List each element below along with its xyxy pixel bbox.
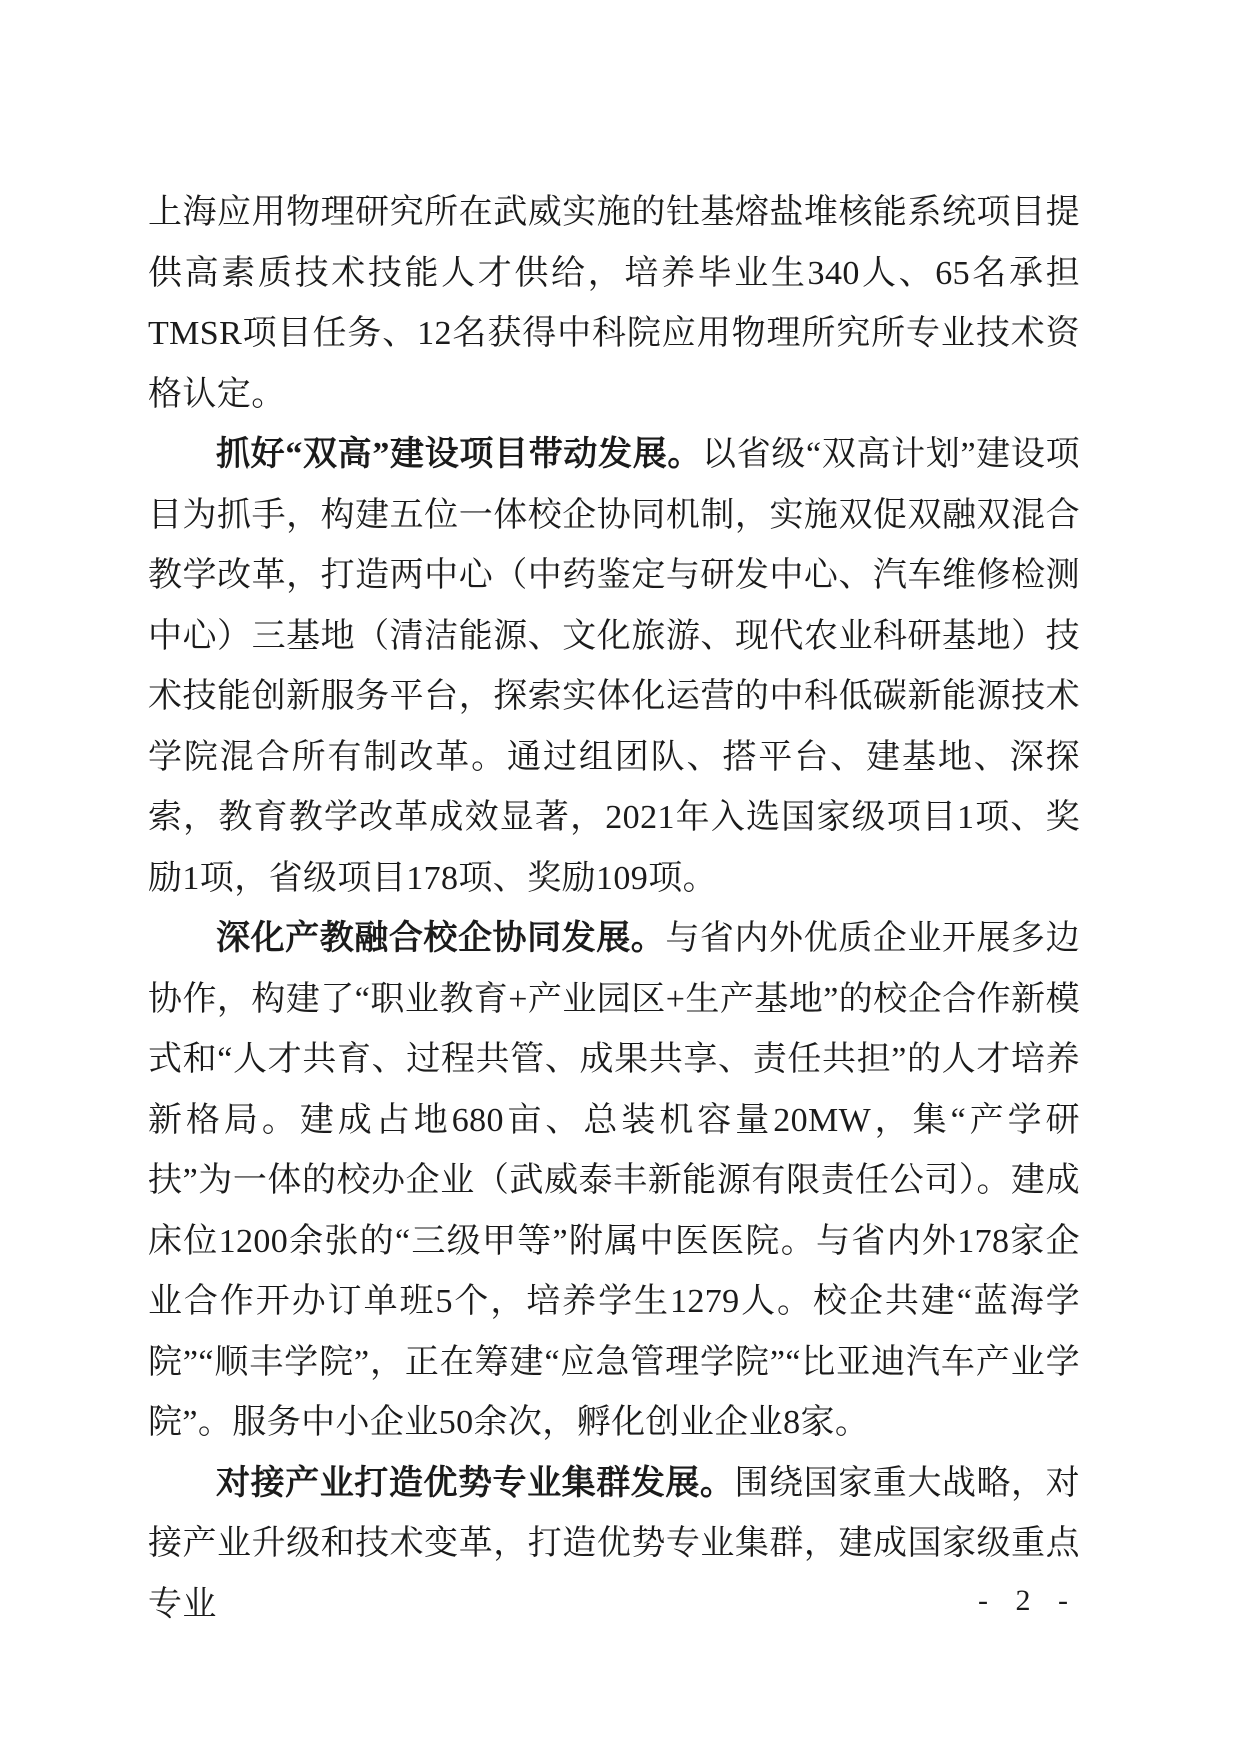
document-body [148,183,1080,1635]
paragraph-lead: 抓好“双高”建设项目带动发展。 [216,436,703,473]
paragraph [148,183,1080,425]
paragraph-text: 以省级“双高计划”建设项目为抓手，构建五位一体校企协同机制，实施双促双融双混合教学改革，打造两中心（中药鉴定与研发中心、汽车维修检测中心）三基地（清洁能源、文化旅游、现代农业科研基地）技术技能创新服务平台，探索实体化运营的中科低碳新能源技术学院混合所有制改革。通过组团队、搭平台、建基地、深探索，教育教学改革成效显著，2021年入选国家级项目1项、奖励1项，省级项目178项、奖励109项。 [148,436,1080,897]
paragraph [148,909,1080,1454]
page-number: - 2 - [978,1584,1078,1617]
paragraph-text: 上海应用物理研究所在武威实施的钍基熔盐堆核能系统项目提供高素质技术技能人才供给，培养毕业生340人、65名承担TMSR项目任务、12名获得中科院应用物理所究所专业技术资格认定。 [148,194,1080,413]
paragraph-lead: 对接产业打造优势专业集群发展。 [216,1464,735,1502]
paragraph-lead: 深化产教融合校企协同发展。 [216,920,666,957]
paragraph [148,1454,1080,1636]
paragraph [148,425,1080,909]
paragraph-text: 与省内外优质企业开展多边协作，构建了“职业教育+产业园区+生产基地”的校企合作新模式和“人才共育、过程共管、成果共享、责任共担”的人才培养新格局。建成占地680亩、总装机容量20MW，集“产学研扶”为一体的校办企业（武威泰丰新能源有限责任公司）。建成床位1200余张的“三级甲等”附属中医医院。与省内外178家企业合作开办订单班5个，培养学生1279人。校企共建“蓝海学院”“顺丰学院”，正在筹建“应急管理学院”“比亚迪汽车产业学院”。服务中小企业50余次，孵化创业企业8家。 [148,920,1080,1441]
paragraph-text: 围绕国家重大战略，对接产业升级和技术变革，打造优势专业集群，建成国家级重点专业 [148,1464,1080,1623]
